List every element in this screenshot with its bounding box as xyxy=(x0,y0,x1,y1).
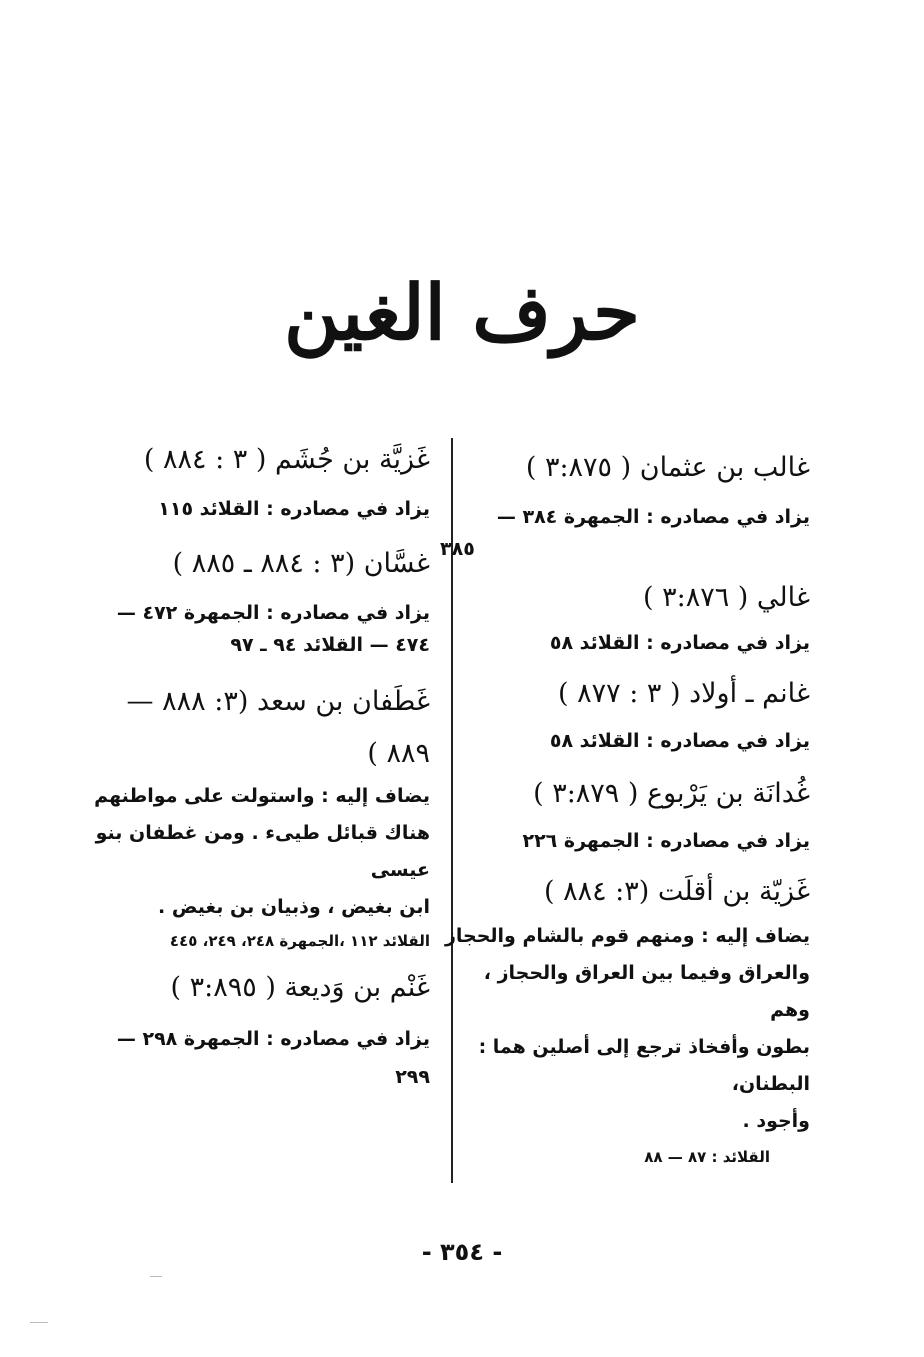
entry-heading: غسَّان (٣ : ٨٨٤ ـ ٨٨٥ ) xyxy=(172,548,430,579)
entry-note-continuation: ٤٧٤ — القلائد ٩٤ ـ ٩٧ xyxy=(230,634,430,656)
entry-citation: القلائد ١١٢ ،الجمهرة ٢٤٨، ٢٤٩، ٤٤٥ xyxy=(169,932,430,950)
entry-heading: غُدانَة بن يَرْبوع ( ٣:٨٧٩ ) xyxy=(533,778,810,809)
entry-note: يزاد في مصادره : الجمهرة ٣٨٤ — xyxy=(496,506,810,528)
entry-note-continuation: ٢٩٩ xyxy=(395,1066,430,1088)
paragraph-line: وأجود . xyxy=(742,1110,810,1132)
entry-heading: غانم ـ أولاد ( ٣ : ٨٧٧ ) xyxy=(558,678,810,709)
page-number: - ٣٥٤ - xyxy=(421,1238,503,1266)
entry-heading: غَنْم بن وَديعة ( ٣:٨٩٥ ) xyxy=(170,972,430,1003)
entry-note: يزاد في مصادره : الجمهرة ٢٢٦ xyxy=(522,830,810,852)
entry-paragraph xyxy=(78,778,430,926)
entry-heading: غَزيَّة بن جُشَم ( ٣ : ٨٨٤ ) xyxy=(143,444,430,475)
paragraph-line: هناك قبائل طيىء . ومن غطفان بنو عيسى xyxy=(95,822,430,881)
entry-heading: غالب بن عثمان ( ٣:٨٧٥ ) xyxy=(525,452,810,483)
paragraph-line: والعراق وفيما بين العراق والحجاز ، وهم xyxy=(483,962,810,1021)
entry-note: يزاد في مصادره : القلائد ٥٨ xyxy=(549,730,810,752)
paragraph-line: ابن بغيض ، وذبيان بن بغيض . xyxy=(158,896,430,918)
scan-mark xyxy=(30,1322,48,1323)
entry-heading: غَطَفان بن سعد (٣: ٨٨٨ — xyxy=(126,686,430,717)
entry-heading-continuation: ٨٨٩ ) xyxy=(367,738,430,769)
paragraph-line: بطون وأفخاذ ترجع إلى أصلين هما : البطنان، xyxy=(478,1036,810,1095)
entry-note: يزاد في مصادره : الجمهرة ٤٧٢ — xyxy=(116,602,430,624)
scan-mark xyxy=(150,1276,162,1277)
entry-paragraph xyxy=(440,918,810,1140)
right-column xyxy=(440,440,810,1170)
entry-note: يزاد في مصادره : الجمهرة ٢٩٨ — xyxy=(116,1028,430,1050)
left-column xyxy=(78,440,430,1094)
entry-note: يزاد في مصادره : القلائد ١١٥ xyxy=(158,498,430,520)
entry-heading: غالي ( ٣:٨٧٦ ) xyxy=(642,582,810,613)
entry-note: يزاد في مصادره : القلائد ٥٨ xyxy=(549,632,810,654)
paragraph-line: يضاف إليه : واستولت على مواطنهم xyxy=(94,785,430,807)
entry-note-continuation: ٣٨٥ xyxy=(440,538,475,560)
entry-heading: غَزيّة بن أقلَت (٣: ٨٨٤ ) xyxy=(543,876,810,907)
paragraph-line: يضاف إليه : ومنهم قوم بالشام والحجاز xyxy=(444,925,810,947)
entry-citation: القلائد : ٨٧ — ٨٨ xyxy=(644,1148,770,1166)
chapter-title: حرف الغين xyxy=(284,268,640,357)
